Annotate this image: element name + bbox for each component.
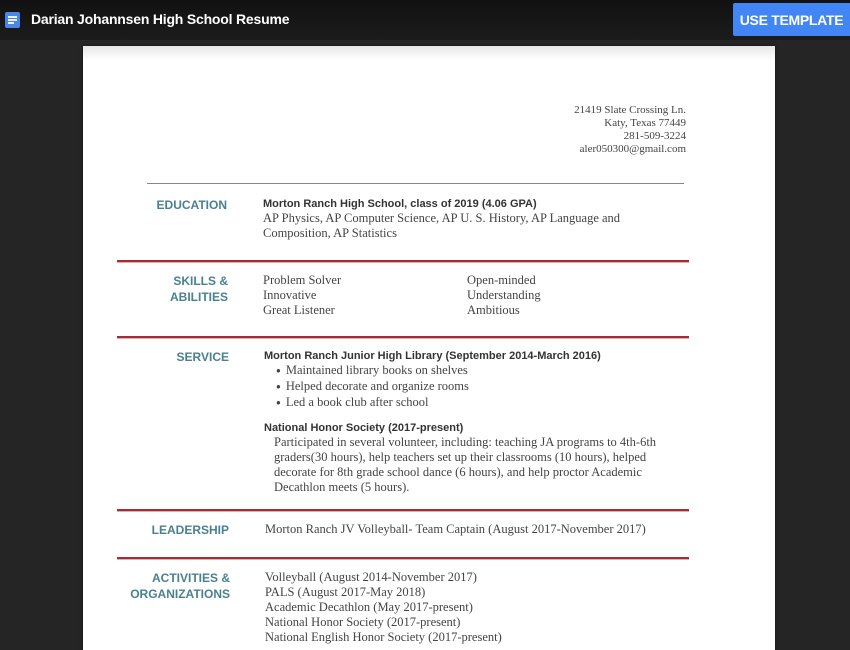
contact-email: aler050300@gmail.com <box>579 143 686 155</box>
service-entry-title: National Honor Society (2017-present) <box>264 422 464 434</box>
skill-item: Ambitious <box>467 303 520 317</box>
top-bar <box>0 0 850 40</box>
section-divider <box>117 509 689 511</box>
document-page <box>83 46 775 650</box>
activity-item: National English Honor Society (2017-present) <box>265 630 502 644</box>
skills-left-column <box>263 273 341 318</box>
education-courses-line1: AP Physics, AP Computer Science, AP U. S. History, AP Language and <box>263 211 621 225</box>
activity-item: PALS (August 2017-May 2018) <box>265 585 426 599</box>
education-section <box>263 197 620 241</box>
section-label-line: ORGANIZATIONS <box>130 587 230 601</box>
contact-city: Katy, Texas 77449 <box>604 117 686 129</box>
service-bullet-list <box>264 363 684 411</box>
section-label-skills: SKILLS & ABILITIES <box>169 274 228 304</box>
service-section <box>264 349 684 495</box>
service-description-line: Decathlon meets (5 hours). <box>274 480 410 494</box>
activities-list <box>265 570 502 645</box>
service-bullet: ● Helped decorate and organize rooms <box>276 379 684 395</box>
skill-item: Innovative <box>263 288 317 302</box>
service-description-line: graders(30 hours), help teachers set up their classrooms (10 hours), helped <box>274 450 647 464</box>
activity-item: Academic Decathlon (May 2017-present) <box>265 600 473 614</box>
skill-item: Open-minded <box>467 273 536 287</box>
activity-item: Volleyball (August 2014-November 2017) <box>265 570 477 584</box>
document-title: Darian Johannsen High School Resume <box>31 11 290 27</box>
service-entry-title: Morton Ranch Junior High Library (September 2014-March 2016) <box>264 350 601 362</box>
skills-section <box>263 273 683 319</box>
service-bullet: ● Maintained library books on shelves <box>276 363 684 379</box>
section-divider <box>117 260 689 262</box>
skills-right-column <box>467 273 541 318</box>
use-template-button[interactable]: USE TEMPLATE <box>733 3 850 36</box>
contact-street: 21419 Slate Crossing Ln. <box>574 104 686 116</box>
section-label-line: ACTIVITIES & <box>151 571 230 585</box>
section-divider <box>117 336 689 338</box>
service-description-line: Participated in several volunteer, including: teaching JA programs to 4th-6th <box>274 435 657 449</box>
leadership-text: Morton Ranch JV Volleyball- Team Captain (August 2017-November 2017) <box>265 522 646 536</box>
service-description <box>264 435 684 495</box>
header-divider <box>147 183 684 184</box>
section-label-education: EDUCATION <box>156 198 227 212</box>
contact-block <box>574 104 686 156</box>
activity-item: National Honor Society (2017-present) <box>265 615 461 629</box>
google-docs-icon <box>5 12 20 28</box>
section-label-leadership: LEADERSHIP <box>151 523 229 537</box>
skill-item: Great Listener <box>263 303 335 317</box>
contact-phone: 281-509-3224 <box>623 130 686 142</box>
skill-item: Problem Solver <box>263 273 342 287</box>
service-bullet: ● Led a book club after school <box>276 395 684 411</box>
section-label-service: SERVICE <box>176 350 229 364</box>
education-courses-line2: Composition, AP Statistics <box>263 226 397 240</box>
education-school: Morton Ranch High School, class of 2019 (4.06 GPA) <box>263 198 537 210</box>
section-label-activities <box>118 570 230 602</box>
section-divider <box>117 557 689 559</box>
skill-item: Understanding <box>467 288 541 302</box>
service-description-line: decorate for 8th grade school dance (6 hours), and help proctor Academic <box>274 465 642 479</box>
